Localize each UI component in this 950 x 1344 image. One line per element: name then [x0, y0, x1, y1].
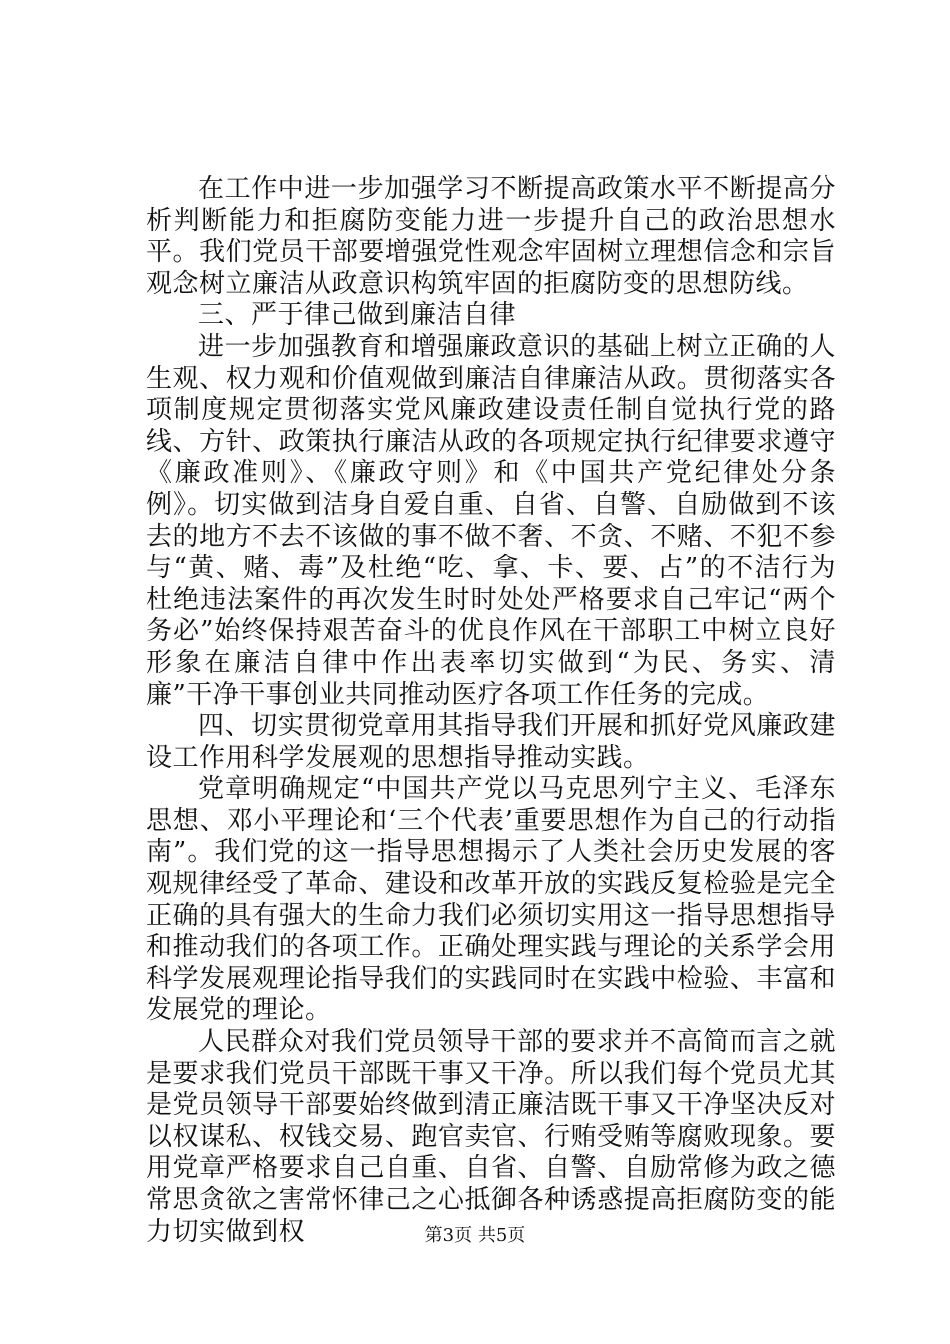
paragraph-self-discipline: 进一步加强教育和增强廉政意识的基础上树立正确的人生观、权力观和价值观做到廉洁自律廉洁从政。贯彻落实各项制度规定贯彻落实党风廉政建设责任制自觉执行党的路线、方针、政策执行廉洁从政的各项规定执行纪律要求遵守《廉政准则》、《廉政守则》和《中国共产党纪律处分条例》。切实做到洁身自爱自重、自省、自警、自励做到不该去的地方不去不该做的事不做不奢、不贪、不赌、不犯不参与“黄、赌、毒”及杜绝“吃、拿、卡、要、占”的不洁行为杜绝违法案件的再次发生时时处处严格要求自己牢记“两个务必”始终保持艰苦奋斗的优良作风在干部职工中树立良好形象在廉洁自律中作出表率切实做到“为民、务实、清廉”干净干事创业共同推动医疗各项工作任务的完成。: [146, 331, 836, 710]
paragraph-party-constitution: 党章明确规定“中国共产党以马克思列宁主义、毛泽东思想、邓小平理论和‘三个代表’重要思想作为自己的行动指南”。我们党的这一指导思想揭示了人类社会历史发展的客观规律经受了革命、建设和改革开放的实践反复检验是完全正确的具有强大的生命力我们必须切实用这一指导思想指导和推动我们的各项工作。正确处理实践与理论的关系学会用科学发展观理论指导我们的实践同时在实践中检验、丰富和发展党的理论。: [146, 774, 836, 1026]
document-body: [146, 174, 836, 1248]
section-heading-four: 四、切实贯彻党章用其指导我们开展和抓好党风廉政建设工作用科学发展观的思想指导推动实践。: [146, 711, 836, 773]
page-number-footer: 第3页 共5页: [424, 1225, 526, 1246]
paragraph-people-requirements: 人民群众对我们党员领导干部的要求并不高简而言之就是要求我们党员干部既干事又干净。所以我们每个党员尤其是党员领导干部要始终做到清正廉洁既干事又干净坚决反对以权谋私、权钱交易、跑官卖官、行贿受贿等腐败现象。要用党章严格要求自己自重、自省、自警、自励常修为政之德常思贪欲之害常怀律己之心抵御各种诱惑提高拒腐防变的能力切实做到权: [146, 1027, 836, 1247]
section-heading-three: 三、严于律己做到廉洁自律: [198, 300, 517, 331]
paragraph-study: 在工作中进一步加强学习不断提高政策水平不断提高分析判断能力和拒腐防变能力进一步提升自己的政治思想水平。我们党员干部要增强党性观念牢固树立理想信念和宗旨观念树立廉洁从政意识构筑牢固的拒腐防变的思想防线。: [146, 174, 836, 299]
